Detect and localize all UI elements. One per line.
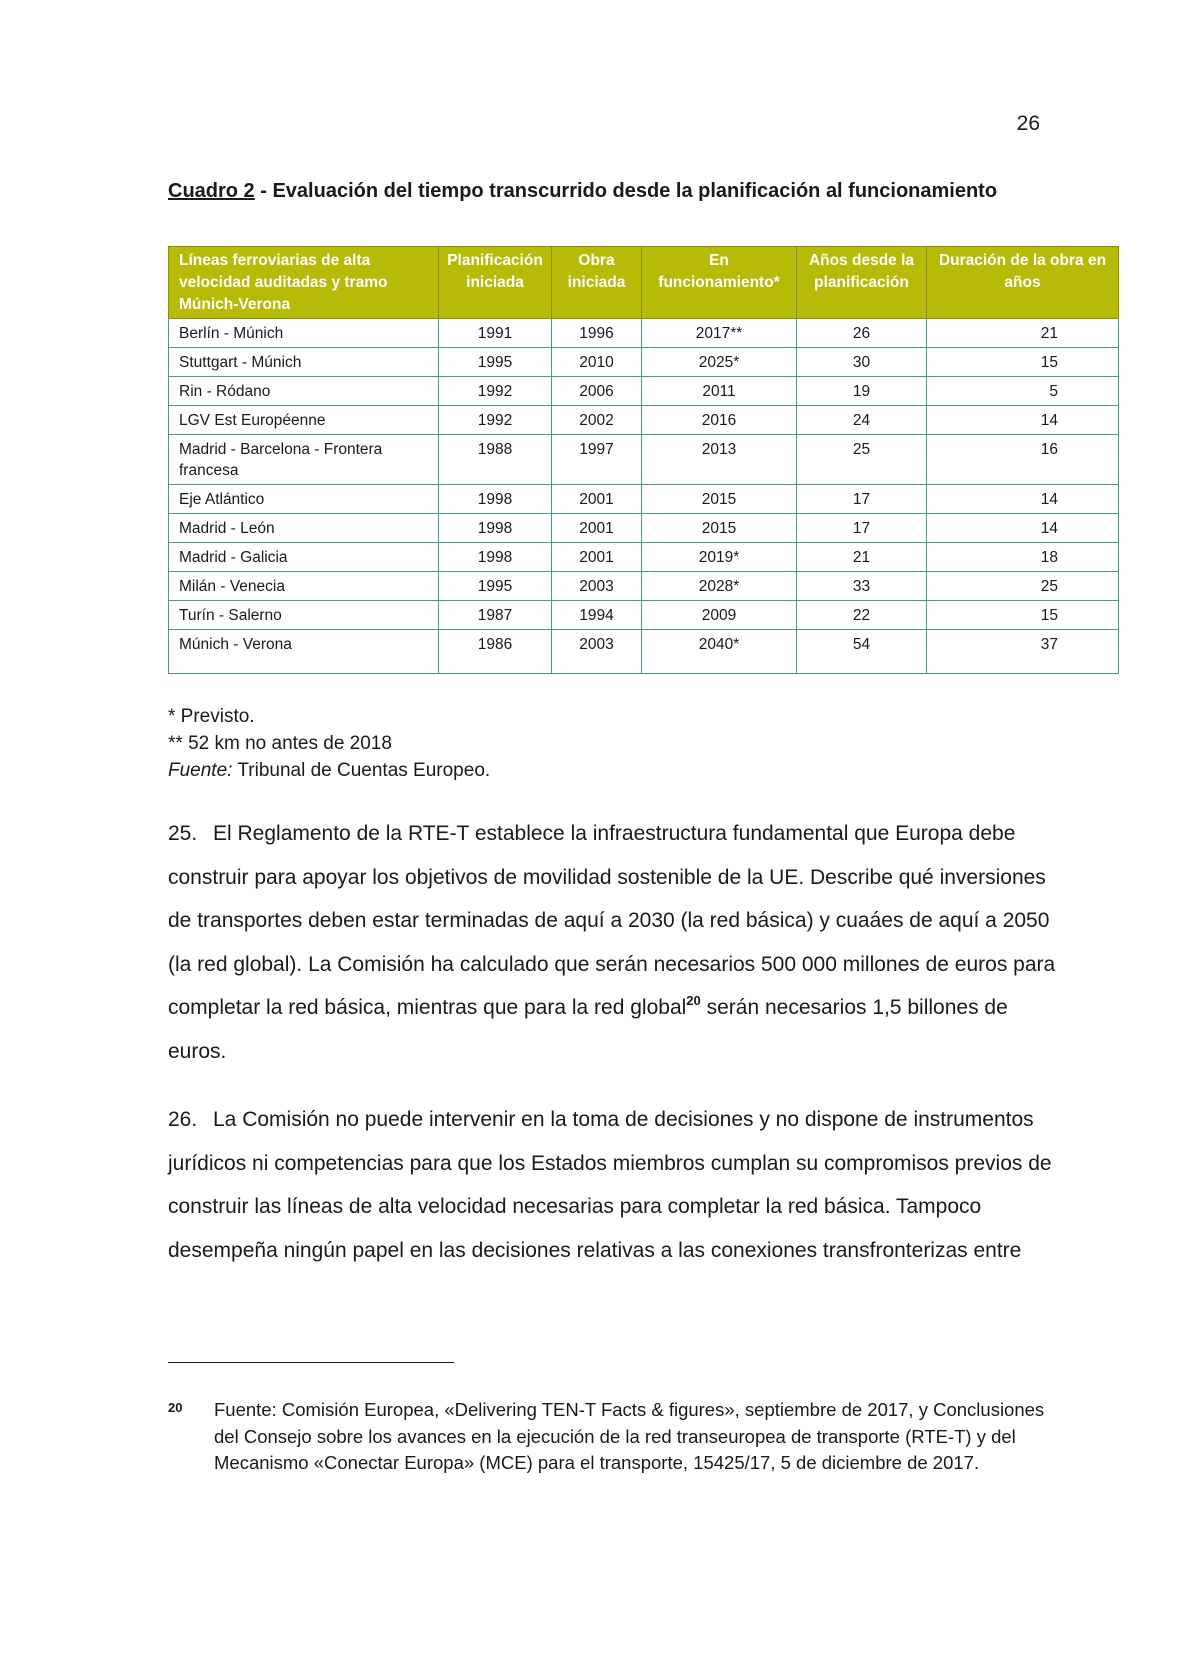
cell-years-since: 24 bbox=[797, 406, 927, 435]
table-row bbox=[169, 377, 1119, 406]
cell-works: 1994 bbox=[552, 601, 642, 630]
cell-planning: 1992 bbox=[439, 377, 552, 406]
cell-planning: 1987 bbox=[439, 601, 552, 630]
page-number: 26 bbox=[1016, 112, 1040, 135]
header-planning: Planificación iniciada bbox=[439, 247, 552, 319]
paragraph-text-continued: serán necesarios 1,5 billones de euros. bbox=[168, 996, 1008, 1063]
cell-planning: 1992 bbox=[439, 406, 552, 435]
cell-works: 2001 bbox=[552, 543, 642, 572]
cell-planning: 1998 bbox=[439, 543, 552, 572]
cell-operation: 2028* bbox=[642, 572, 797, 601]
paragraph-26 bbox=[168, 1098, 1068, 1272]
cell-works: 2006 bbox=[552, 377, 642, 406]
note-52km: ** 52 km no antes de 2018 bbox=[168, 733, 392, 754]
cell-planning: 1998 bbox=[439, 514, 552, 543]
footnote-number: 20 bbox=[168, 1400, 183, 1415]
cell-years-since: 19 bbox=[797, 377, 927, 406]
cell-works: 2001 bbox=[552, 514, 642, 543]
cell-works: 2003 bbox=[552, 630, 642, 674]
cell-operation: 2011 bbox=[642, 377, 797, 406]
paragraph-number: 25. bbox=[168, 822, 198, 845]
cell-works: 2002 bbox=[552, 406, 642, 435]
cell-line: Berlín - Múnich bbox=[169, 319, 439, 348]
cell-years-since: 21 bbox=[797, 543, 927, 572]
table-row bbox=[169, 319, 1119, 348]
cell-line: Madrid - León bbox=[169, 514, 439, 543]
cell-line: Madrid - Galicia bbox=[169, 543, 439, 572]
cell-years-since: 22 bbox=[797, 601, 927, 630]
header-duration: Duración de la obra en años bbox=[927, 247, 1119, 319]
cell-years-since: 54 bbox=[797, 630, 927, 674]
cell-operation: 2009 bbox=[642, 601, 797, 630]
table-row bbox=[169, 514, 1119, 543]
cell-years-since: 30 bbox=[797, 348, 927, 377]
cell-duration: 5 bbox=[927, 377, 1119, 406]
cell-duration: 15 bbox=[927, 348, 1119, 377]
cell-operation: 2015 bbox=[642, 485, 797, 514]
header-operation: En funcionamiento* bbox=[642, 247, 797, 319]
table-title bbox=[168, 180, 997, 203]
header-lines: Líneas ferroviarias de alta velocidad auditadas y tramo Múnich-Verona bbox=[169, 247, 439, 319]
table-row bbox=[169, 630, 1119, 674]
cell-years-since: 17 bbox=[797, 514, 927, 543]
cell-duration: 18 bbox=[927, 543, 1119, 572]
cell-operation: 2025* bbox=[642, 348, 797, 377]
cell-duration: 25 bbox=[927, 572, 1119, 601]
cell-operation: 2017** bbox=[642, 319, 797, 348]
cell-operation: 2013 bbox=[642, 435, 797, 485]
cell-years-since: 25 bbox=[797, 435, 927, 485]
cell-operation: 2016 bbox=[642, 406, 797, 435]
cell-line: Madrid - Barcelona - Frontera francesa bbox=[169, 435, 439, 485]
table-row bbox=[169, 435, 1119, 485]
paragraph-text: El Reglamento de la RTE-T establece la infraestructura fundamental que Europa debe construir para apoyar los objetivos de movilidad sostenible de la UE. Describe qué inversiones de transportes deben estar terminadas de aquí a 2030 (la red básica) y cuaáes de aquí a 2050 (la red global). La Comisión ha calculado que serán necesarios 500 000 millones de euros para completar la red básica, mientras que para la red global bbox=[168, 822, 1056, 1019]
cell-years-since: 26 bbox=[797, 319, 927, 348]
note-source bbox=[168, 757, 490, 784]
data-table bbox=[168, 246, 1119, 674]
cell-duration: 16 bbox=[927, 435, 1119, 485]
cell-planning: 1995 bbox=[439, 348, 552, 377]
table-row bbox=[169, 406, 1119, 435]
cell-planning: 1986 bbox=[439, 630, 552, 674]
note-forecast: * Previsto. bbox=[168, 706, 255, 727]
cell-planning: 1998 bbox=[439, 485, 552, 514]
cell-line: LGV Est Européenne bbox=[169, 406, 439, 435]
cell-years-since: 33 bbox=[797, 572, 927, 601]
table-row bbox=[169, 601, 1119, 630]
cell-planning: 1991 bbox=[439, 319, 552, 348]
cell-operation: 2015 bbox=[642, 514, 797, 543]
footnote bbox=[168, 1397, 1048, 1477]
cell-line: Eje Atlántico bbox=[169, 485, 439, 514]
cell-line: Múnich - Verona bbox=[169, 630, 439, 674]
header-years-since: Años desde la planificación bbox=[797, 247, 927, 319]
table-title-text: - Evaluación del tiempo transcurrido desde la planificación al funcionamiento bbox=[254, 180, 998, 202]
header-works: Obra iniciada bbox=[552, 247, 642, 319]
footnote-ref[interactable]: 20 bbox=[686, 993, 701, 1008]
cell-works: 1997 bbox=[552, 435, 642, 485]
cell-duration: 21 bbox=[927, 319, 1119, 348]
table-row bbox=[169, 543, 1119, 572]
table-header-row bbox=[169, 247, 1119, 319]
cell-operation: 2019* bbox=[642, 543, 797, 572]
cell-line: Turín - Salerno bbox=[169, 601, 439, 630]
table-row bbox=[169, 572, 1119, 601]
table-row bbox=[169, 485, 1119, 514]
source-text: Tribunal de Cuentas Europeo. bbox=[232, 760, 491, 781]
cell-planning: 1995 bbox=[439, 572, 552, 601]
cell-works: 1996 bbox=[552, 319, 642, 348]
paragraph-number: 26. bbox=[168, 1108, 198, 1131]
paragraph-25 bbox=[168, 812, 1068, 1073]
table-title-label: Cuadro 2 bbox=[168, 180, 255, 202]
cell-line: Rin - Ródano bbox=[169, 377, 439, 406]
footnote-text: Fuente: Comisión Europea, «Delivering TEN-T Facts & figures», septiembre de 2017, y Conclusiones del Consejo sobre los avances en la ejecución de la red transeuropea de transporte (RTE-T) y del Mecanismo «Conectar Europa» (MCE) para el transporte, 15425/17, 5 de diciembre de 2017. bbox=[214, 1399, 1045, 1473]
cell-operation: 2040* bbox=[642, 630, 797, 674]
cell-works: 2010 bbox=[552, 348, 642, 377]
paragraph-text: La Comisión no puede intervenir en la toma de decisiones y no dispone de instrumentos jurídicos ni competencias para que los Estados miembros cumplan su compromisos previos de construir las líneas de alta velocidad necesarias para completar la red básica. Tampoco desempeña ningún papel en las decisiones relativas a las conexiones transfronterizas entre bbox=[168, 1108, 1052, 1262]
cell-duration: 15 bbox=[927, 601, 1119, 630]
cell-works: 2001 bbox=[552, 485, 642, 514]
cell-planning: 1988 bbox=[439, 435, 552, 485]
footnote-separator bbox=[168, 1362, 454, 1363]
cell-works: 2003 bbox=[552, 572, 642, 601]
cell-duration: 37 bbox=[927, 630, 1119, 674]
cell-line: Stuttgart - Múnich bbox=[169, 348, 439, 377]
table-row bbox=[169, 348, 1119, 377]
source-label: Fuente: bbox=[168, 760, 233, 781]
cell-duration: 14 bbox=[927, 406, 1119, 435]
table-notes bbox=[168, 703, 490, 784]
cell-years-since: 17 bbox=[797, 485, 927, 514]
cell-duration: 14 bbox=[927, 485, 1119, 514]
cell-line: Milán - Venecia bbox=[169, 572, 439, 601]
cell-duration: 14 bbox=[927, 514, 1119, 543]
